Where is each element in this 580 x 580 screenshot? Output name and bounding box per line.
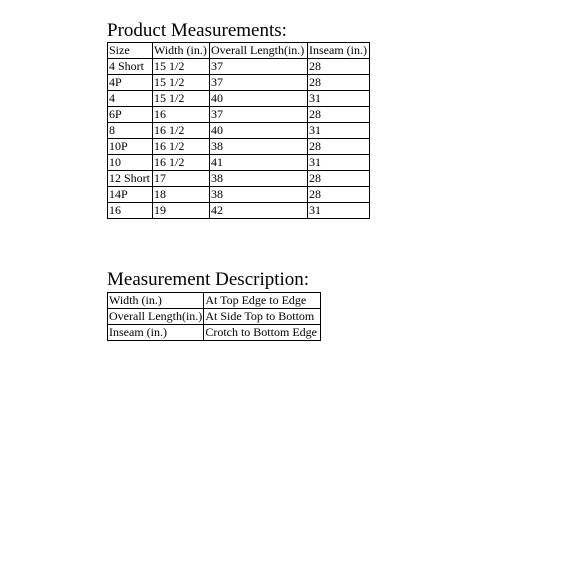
table-row [108, 91, 370, 107]
cell-overall-length: 37 [210, 75, 308, 91]
cell-overall-length: 38 [210, 187, 308, 203]
table-row [108, 59, 370, 75]
cell-width: 15 1/2 [153, 91, 210, 107]
product-measurements-title: Product Measurements: [107, 20, 287, 41]
cell-inseam: 31 [308, 203, 370, 219]
cell-width: 16 1/2 [153, 123, 210, 139]
table-row [108, 107, 370, 123]
header-cell-inseam: Inseam (in.) [308, 43, 370, 59]
table-row [108, 123, 370, 139]
measurements-table [107, 42, 370, 219]
cell-overall-length: 41 [210, 155, 308, 171]
cell-width: 18 [153, 187, 210, 203]
cell-overall-length: 42 [210, 203, 308, 219]
cell-width: 15 1/2 [153, 59, 210, 75]
cell-size: 4 [108, 91, 153, 107]
cell-width: 15 1/2 [153, 75, 210, 91]
cell-inseam: 28 [308, 107, 370, 123]
cell-size: 4P [108, 75, 153, 91]
measurements-table-body [108, 43, 370, 219]
cell-inseam: 28 [308, 75, 370, 91]
cell-measurement-name: Overall Length(in.) [109, 309, 203, 323]
cell-size: 12 Short [108, 171, 153, 187]
cell-overall-length: 38 [210, 139, 308, 155]
cell-size: 14P [108, 187, 153, 203]
cell-inseam: 31 [308, 91, 370, 107]
cell-size: 6P [108, 107, 153, 123]
table-row [108, 293, 321, 309]
table-row [108, 187, 370, 203]
cell-inseam: 28 [308, 187, 370, 203]
cell-inseam: 28 [308, 171, 370, 187]
cell-size: 4 Short [108, 59, 153, 75]
cell-measurement-name: Width (in.) [108, 293, 204, 309]
cell-measurement-description: At Side Top to Bottom [204, 309, 321, 325]
cell-width: 16 1/2 [153, 155, 210, 171]
description-table [107, 292, 321, 341]
cell-inseam: 31 [308, 155, 370, 171]
cell-width: 16 1/2 [153, 139, 210, 155]
cell-inseam: 28 [308, 59, 370, 75]
measurements-header-row [108, 43, 370, 59]
header-cell-size: Size [108, 43, 153, 59]
cell-measurement-description: At Top Edge to Edge [204, 293, 321, 309]
cell-overall-length: 37 [210, 59, 308, 75]
cell-overall-length: 37 [210, 107, 308, 123]
header-cell-overall-length: Overall Length(in.) [210, 43, 308, 59]
cell-overall-length: 38 [210, 171, 308, 187]
cell-inseam: 31 [308, 123, 370, 139]
cell-width: 17 [153, 171, 210, 187]
measurement-description-title: Measurement Description: [107, 269, 310, 290]
table-row [108, 171, 370, 187]
cell-measurement-name: Inseam (in.) [108, 325, 204, 341]
header-cell-width: Width (in.) [153, 43, 210, 59]
cell-overall-length: 40 [210, 123, 308, 139]
cell-size: 8 [108, 123, 153, 139]
cell-size: 10 [108, 155, 153, 171]
cell-width: 16 [153, 107, 210, 123]
table-row [108, 75, 370, 91]
cell-width: 19 [153, 203, 210, 219]
cell-size: 16 [108, 203, 153, 219]
table-row [108, 325, 321, 341]
cell-measurement-description: Crotch to Bottom Edge [204, 325, 321, 341]
cell-overall-length: 40 [210, 91, 308, 107]
table-row [108, 203, 370, 219]
description-table-body [108, 293, 321, 341]
table-row [108, 309, 321, 325]
cell-inseam: 28 [308, 139, 370, 155]
table-row [108, 155, 370, 171]
cell-size: 10P [108, 139, 153, 155]
table-row [108, 139, 370, 155]
